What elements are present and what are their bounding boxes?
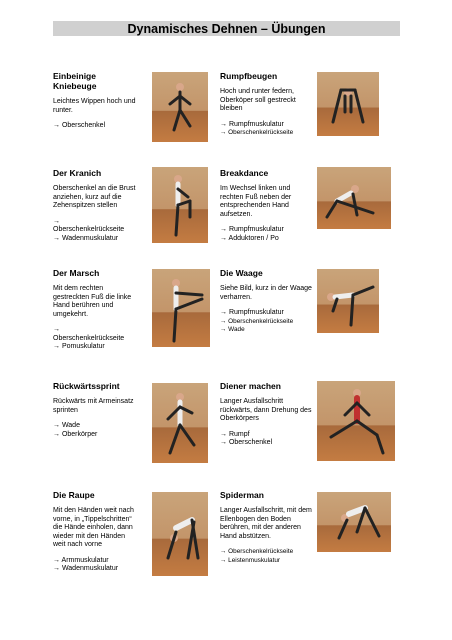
exercise-photo: [152, 72, 208, 142]
muscle-item: → Oberschenkel: [220, 439, 273, 446]
exercise-title: Rumpfbeugen: [220, 71, 278, 81]
exercise-muscles: [53, 422, 138, 439]
exercise-title: Breakdance: [220, 168, 269, 178]
exercise-muscles: [220, 121, 312, 138]
exercise-spiderman: [220, 490, 312, 565]
muscle-item: → Wade: [53, 422, 80, 429]
exercise-rumpfbeugen: [220, 71, 312, 138]
muscle-item: → Oberschenkelrückseite: [220, 548, 294, 555]
exercise-der-kranich: [53, 168, 141, 243]
muscle-item: → Wade: [220, 326, 245, 333]
exercise-description: Oberschenkel an die Brust anziehen, kurz auf die Zehenspitzen stellen: [53, 185, 136, 209]
muscle-item: → Wadenmuskulatur: [53, 565, 119, 572]
exercise-description: Siehe Bild, kurz in der Waage verharren.: [220, 285, 312, 301]
muscle-item: → Oberschenkelrückseite: [220, 317, 294, 325]
exercise-muscles: [220, 431, 312, 448]
muscle-item: → Adduktoren / Po: [220, 234, 279, 242]
muscle-item: →: [53, 217, 60, 225]
page-title: Dynamisches Dehnen – Übungen: [53, 21, 400, 36]
exercise-photo: [152, 167, 208, 243]
exercise-title: Die Waage: [220, 268, 263, 278]
muscle-item: Oberschenkelrückseite: [53, 226, 125, 233]
muscle-item: → Rumpfmuskulatur: [220, 309, 284, 316]
exercise-title: Der Kranich: [53, 168, 102, 178]
muscle-item: → Rumpfmuskulatur: [220, 120, 284, 128]
exercise-description: Leichtes Wippen hoch und runter.: [53, 98, 136, 114]
exercise-muscles: [53, 557, 138, 574]
exercise-description: Langer Ausfallschritt, mit dem Ellenbogen den Boden berühren, mit der anderen Hand abstützen.: [220, 507, 312, 540]
muscle-item: → Oberkörper: [53, 430, 98, 438]
muscle-item: → Pomuskulatur: [53, 343, 105, 350]
exercise-muscles: [220, 309, 312, 335]
muscle-item: → Oberschenkel: [53, 122, 106, 129]
exercise-title: Die Raupe: [53, 490, 95, 500]
muscle-item: →: [53, 326, 60, 333]
exercise-muscles: [220, 548, 312, 565]
exercise-title: Spiderman: [220, 490, 264, 500]
muscle-item: → Rumpf: [220, 430, 250, 438]
exercise-muscles: [220, 226, 312, 243]
exercise-muscles: [53, 218, 141, 244]
exercise-muscles: [53, 326, 141, 352]
exercise-description: Langer Ausfallschritt rückwärts, dann Drehung des Oberkörpers: [220, 398, 312, 422]
muscle-item: → Oberschenkelrückseite: [220, 129, 294, 136]
exercise-description: Mit den Händen weit nach vorne, in „Tippelschritten“ die Hände einholen, dann wieder mit den Händen weit nach vorne: [53, 507, 134, 548]
muscle-item: → Wadenmuskulatur: [53, 234, 119, 242]
exercise-title: Einbeinige Kniebeuge: [53, 71, 97, 91]
exercise-breakdance: [220, 168, 312, 243]
exercise-description: Hoch und runter federn, Oberköper soll gestreckt bleiben: [220, 88, 296, 112]
exercise-photo: [152, 269, 210, 347]
exercise-muscles: [53, 122, 138, 131]
exercise-title: Der Marsch: [53, 268, 100, 278]
exercise-diener-machen: [220, 381, 312, 448]
exercise-photo: [317, 167, 391, 229]
exercise-photo: [317, 492, 391, 552]
exercise-der-marsch: [53, 268, 141, 352]
exercise-title: Rückwärtssprint: [53, 381, 120, 391]
muscle-item: → Leistenmuskulatur: [220, 556, 281, 564]
muscle-item: Oberschenkelrückseite: [53, 334, 125, 342]
exercise-photo: [317, 269, 379, 333]
exercise-photo: [317, 72, 379, 136]
muscle-item: → Armmuskulatur: [53, 556, 109, 564]
exercise-photo: [152, 492, 208, 576]
exercise-description: Mit dem rechten gestreckten Fuß die linke Hand berühren und umgekehrt.: [53, 285, 132, 318]
exercise-description: Rückwärts mit Armeinsatz sprinten: [53, 398, 134, 414]
exercise-einbeinige-kniebeuge: [53, 71, 138, 131]
exercise-photo: [317, 381, 395, 461]
exercise-die-waage: [220, 268, 312, 335]
exercise-description: Im Wechsel linken und rechten Fuß neben der entsprechenden Hand aufsetzen.: [220, 185, 292, 218]
muscle-item: → Rumpfmuskulatur: [220, 226, 284, 233]
exercise-die-raupe: [53, 490, 138, 574]
exercise-photo: [152, 383, 208, 463]
exercise-rueckwaertssprint: [53, 381, 138, 439]
exercise-title: Diener machen: [220, 381, 281, 391]
